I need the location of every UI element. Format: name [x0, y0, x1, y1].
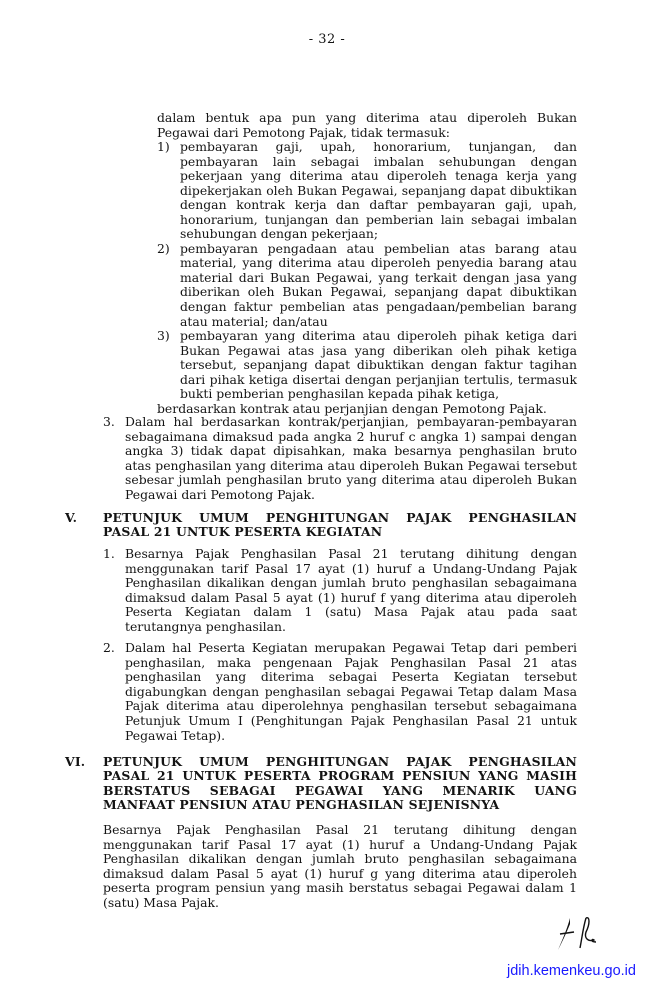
- sub-item-marker: 3): [157, 328, 170, 344]
- sub-item-marker: 2): [157, 240, 170, 256]
- section-title: PETUNJUK UMUM PENGHITUNGAN PAJAK PENGHASILAN PASAL 21 UNTUK PESERTA PROGRAM PENSIUN YANG MASIH BERSTATUS SEBAGAI PEGAWAI YANG MENARIK UANG MANFAAT PENSIUN ATAU PENGHASILAN SEJENISNYA: [103, 754, 577, 812]
- item-marker: 3.: [103, 414, 115, 429]
- sub-items-list: [157, 140, 577, 416]
- section-numeral: V.: [65, 510, 78, 525]
- page-number: - 32 -: [308, 32, 346, 47]
- item-text: Besarnya Pajak Penghasilan Pasal 21 terutang dihitung dengan menggunakan tarif Pasal 17 ayat (1) huruf a Undang-Undang Pajak Penghasilan dikalikan dengan jumlah bruto penghasilan sebagaimana dimaksud dalam Pasal 5 ayat (1) huruf f yang diterima atau diperoleh Peserta Kegiatan dalam 1 (satu) Masa Pajak atau pada saat terutangnya penghasilan.: [125, 546, 577, 634]
- section-vi-heading: [65, 755, 577, 812]
- sub-item: [157, 329, 577, 402]
- footer-link[interactable]: jdih.kemenkeu.go.id: [507, 963, 636, 979]
- item-text: Dalam hal Peserta Kegiatan merupakan Pegawai Tetap dari pemberi penghasilan, maka pengenaan Pajak Penghasilan Pasal 21 atas penghasilan yang diterima sebagai Peserta Kegiatan tersebut digabungkan dengan penghasilan sebagai Pegawai Tetap dalam Masa Pajak diterima atau diperolehnya penghasilan tersebut sebagaimana Petunjuk Umum I (Penghitungan Pajak Penghasilan Pasal 21 untuk Pegawai Tetap).: [125, 640, 577, 743]
- section-title: PETUNJUK UMUM PENGHITUNGAN PAJAK PENGHASILAN PASAL 21 UNTUK PESERTA KEGIATAN: [103, 510, 577, 540]
- sub-item: [157, 140, 577, 242]
- sub-item-text: pembayaran pengadaan atau pembelian atas barang atau material, yang diterima atau diperoleh penyedia barang atau material dari Bukan Pegawai, yang terkait dengan jasa yang diberikan oleh Bukan Pegawai, sepanjang dapat dibuktikan dengan faktur pembelian atas pengadaan/pembelian barang atau material; dan/atau: [180, 240, 577, 329]
- intro-block: [157, 111, 577, 140]
- item-marker: 1.: [103, 546, 115, 561]
- list-item: [103, 547, 577, 634]
- sub-items-closing: berdasarkan kontrak atau perjanjian dengan Pemotong Pajak.: [157, 400, 547, 416]
- sub-item-text: pembayaran gaji, upah, honorarium, tunjangan, dan pembayaran lain sebagai imbalan sehubungan dengan pekerjaan yang diterima atau diperoleh tenaga kerja yang dipekerjakan oleh Bukan Pegawai, sepanjang dapat dibuktikan dengan kontrak kerja dan daftar pembayaran gaji, upah, honorarium, tunjangan dan pemberian lain sebagai imbalan sehubungan dengan pekerjaan;: [180, 139, 577, 242]
- sub-item: [157, 242, 577, 329]
- sub-item-text: pembayaran yang diterima atau diperoleh pihak ketiga dari Bukan Pegawai atas jasa yang diberikan oleh pihak ketiga tersebut, sepanjang dapat dibuktikan dengan faktur tagihan dari pihak ketiga disertai dengan perjanjian tertulis, termasuk bukti pemberian penghasilan kepada pihak ketiga,: [180, 328, 577, 402]
- list-item: [103, 641, 577, 743]
- handwritten-initials-icon: [550, 912, 610, 958]
- section-v-items: [103, 547, 577, 743]
- item-text: Dalam hal berdasarkan kontrak/perjanjian, pembayaran-pembayaran sebagaimana dimaksud pada angka 2 huruf c angka 1) sampai dengan angka 3) tidak dapat dipisahkan, maka besarnya penghasilan bruto atas penghasilan yang diterima atau diperoleh Bukan Pegawai tersebut sebesar jumlah penghasilan bruto yang diterima atau diperoleh Bukan Pegawai dari Pemotong Pajak.: [125, 414, 577, 502]
- section-numeral: VI.: [65, 754, 86, 769]
- item-3: [103, 415, 577, 502]
- section-body-text: Besarnya Pajak Penghasilan Pasal 21 terutang dihitung dengan menggunakan tarif Pasal 17 ayat (1) huruf a Undang-Undang Pajak Penghasilan dikalikan dengan jumlah bruto penghasilan sebagaimana dimaksud dalam Pasal 5 ayat (1) huruf g yang diterima atau diperoleh peserta program pensiun yang masih berstatus sebagai Pegawai dalam 1 (satu) Masa Pajak.: [103, 822, 577, 910]
- item-marker: 2.: [103, 640, 115, 656]
- intro-text: dalam bentuk apa pun yang diterima atau diperoleh Bukan Pegawai dari Pemotong Pajak, tidak termasuk:: [157, 110, 577, 140]
- sub-item-marker: 1): [157, 139, 170, 154]
- section-vi-body: [103, 823, 577, 910]
- section-v-heading: [65, 511, 577, 540]
